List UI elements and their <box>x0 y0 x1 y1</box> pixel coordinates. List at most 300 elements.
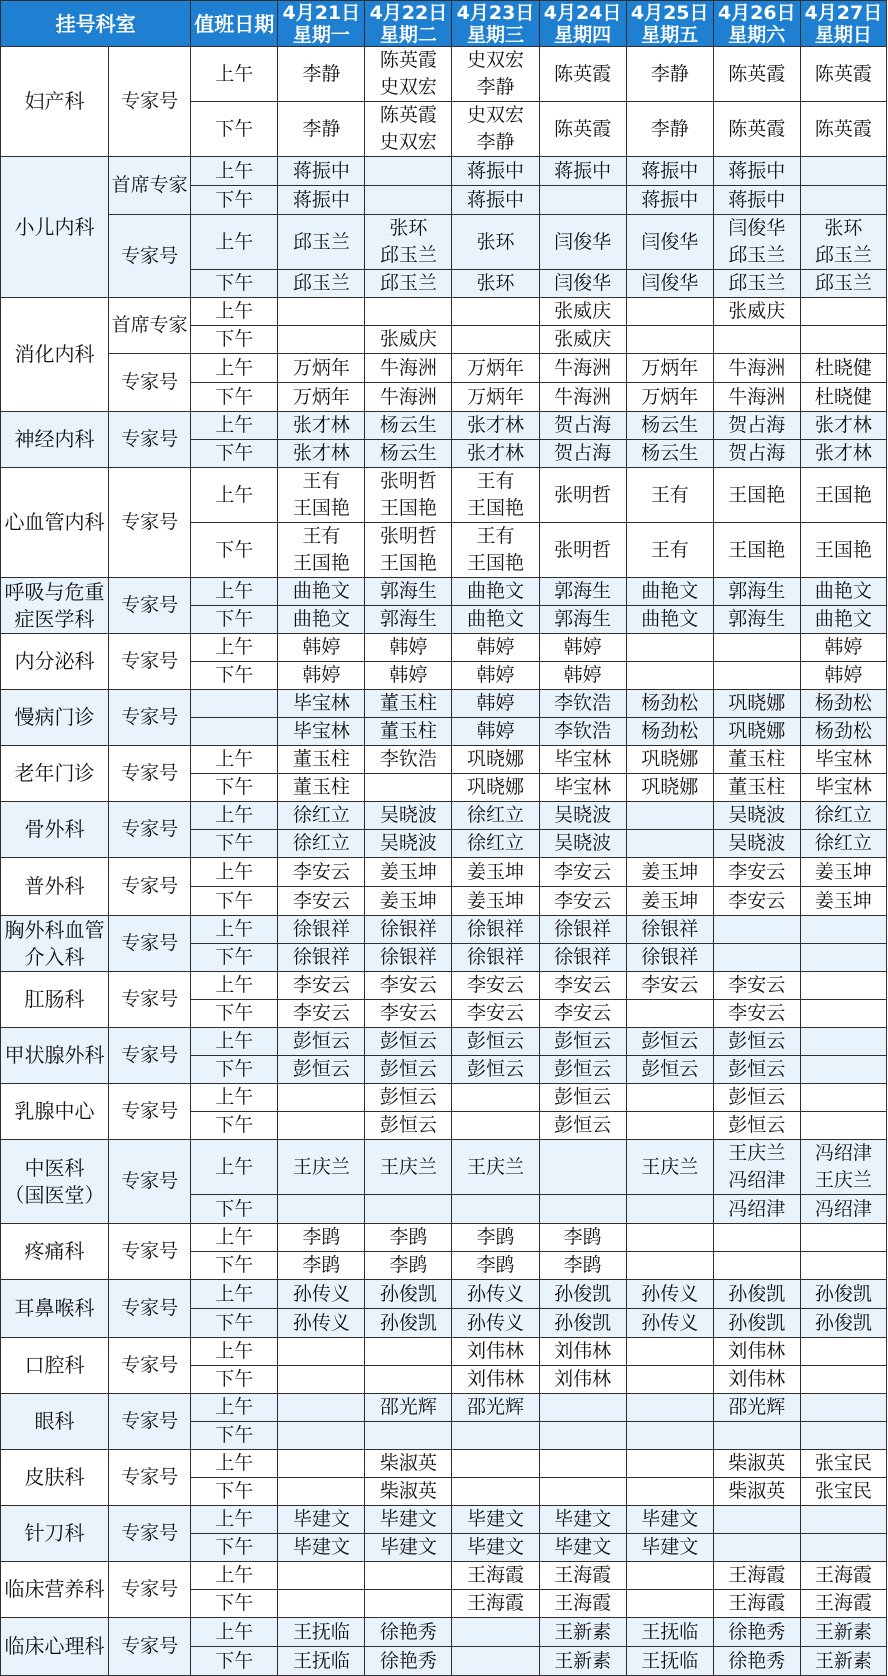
doctor-cell: 李鹍 <box>539 1252 626 1280</box>
doctor-cell <box>626 662 713 690</box>
clinic-type: 专家号 <box>109 634 191 690</box>
schedule-row <box>1 802 887 830</box>
doctor-cell <box>278 326 365 354</box>
session-label: 上午 <box>191 1280 278 1309</box>
doctor-cell <box>800 916 886 944</box>
doctor-cell: 孙俊凯 <box>800 1280 886 1309</box>
doctor-cell <box>278 1450 365 1478</box>
doctor-cell <box>626 298 713 326</box>
doctor-cell <box>713 1506 800 1534</box>
doctor-cell <box>539 1422 626 1450</box>
doctor-cell: 刘伟林 <box>713 1366 800 1394</box>
department-name: 眼科 <box>1 1394 109 1450</box>
doctor-cell: 张明哲 <box>539 468 626 523</box>
clinic-type: 专家号 <box>109 1506 191 1562</box>
schedule-row <box>1 972 887 1000</box>
doctor-cell: 张才林 <box>452 412 539 440</box>
doctor-cell <box>800 1224 886 1252</box>
schedule-row <box>1 157 887 186</box>
doctor-cell: 柴淑英 <box>713 1478 800 1506</box>
doctor-cell: 彭恒云 <box>452 1028 539 1056</box>
doctor-cell <box>452 1647 539 1676</box>
doctor-cell <box>800 944 886 972</box>
doctor-cell: 蒋振中 <box>452 186 539 215</box>
department-name: 中医科 （国医堂） <box>1 1140 109 1224</box>
doctor-cell: 王国艳 <box>713 523 800 578</box>
clinic-type: 专家号 <box>109 1450 191 1506</box>
doctor-cell: 李安云 <box>713 887 800 916</box>
doctor-cell: 王海霞 <box>800 1562 886 1590</box>
doctor-cell <box>800 1084 886 1112</box>
session-label: 上午 <box>191 1140 278 1195</box>
doctor-cell <box>713 1224 800 1252</box>
schedule-row <box>1 1028 887 1056</box>
department-name: 妇产科 <box>1 47 109 157</box>
session-label: 下午 <box>191 383 278 412</box>
doctor-cell: 彭恒云 <box>539 1084 626 1112</box>
doctor-cell <box>278 1422 365 1450</box>
doctor-cell: 彭恒云 <box>365 1084 452 1112</box>
doctor-cell: 蒋振中 <box>539 157 626 186</box>
schedule-row <box>1 1450 887 1478</box>
schedule-row <box>1 690 887 718</box>
doctor-cell: 孙传义 <box>278 1309 365 1338</box>
doctor-cell: 孙传义 <box>626 1280 713 1309</box>
session-label <box>191 718 278 746</box>
doctor-cell: 毕建文 <box>452 1506 539 1534</box>
clinic-type: 专家号 <box>109 972 191 1028</box>
doctor-cell <box>713 944 800 972</box>
doctor-cell: 牛海洲 <box>539 354 626 383</box>
doctor-cell <box>713 662 800 690</box>
doctor-cell: 李静 <box>278 102 365 157</box>
session-label: 上午 <box>191 468 278 523</box>
doctor-cell: 李安云 <box>539 1000 626 1028</box>
clinic-type: 专家号 <box>109 468 191 578</box>
doctor-cell: 孙俊凯 <box>800 1309 886 1338</box>
doctor-cell: 彭恒云 <box>365 1028 452 1056</box>
session-label: 上午 <box>191 746 278 774</box>
day-header: 4月27日 星期日 <box>800 1 886 47</box>
doctor-cell: 董玉柱 <box>365 718 452 746</box>
doctor-cell: 陈英霞 <box>713 102 800 157</box>
department-name: 普外科 <box>1 858 109 916</box>
department-name: 肛肠科 <box>1 972 109 1028</box>
doctor-cell: 李鹍 <box>539 1224 626 1252</box>
session-label: 上午 <box>191 1224 278 1252</box>
doctor-cell: 牛海洲 <box>365 354 452 383</box>
doctor-cell: 吴晓波 <box>539 802 626 830</box>
doctor-cell <box>365 774 452 802</box>
department-name: 心血管内科 <box>1 468 109 578</box>
doctor-cell: 李安云 <box>626 972 713 1000</box>
doctor-cell: 郭海生 <box>713 606 800 634</box>
doctor-cell <box>278 1394 365 1422</box>
doctor-cell: 王抚临 <box>278 1618 365 1647</box>
doctor-cell <box>626 634 713 662</box>
clinic-type: 专家号 <box>109 412 191 468</box>
doctor-cell: 李安云 <box>452 972 539 1000</box>
doctor-cell: 陈英霞 史双宏 <box>365 102 452 157</box>
doctor-cell: 韩婷 <box>365 634 452 662</box>
department-name: 皮肤科 <box>1 1450 109 1506</box>
doctor-cell <box>800 1252 886 1280</box>
doctor-cell: 孙传义 <box>278 1280 365 1309</box>
schedule-row <box>1 1224 887 1252</box>
doctor-cell: 姜玉坤 <box>626 858 713 887</box>
doctor-cell: 柴淑英 <box>713 1450 800 1478</box>
doctor-cell: 杨劲松 <box>626 690 713 718</box>
session-label: 下午 <box>191 326 278 354</box>
doctor-cell: 徐红立 <box>452 802 539 830</box>
doctor-cell <box>539 1140 626 1195</box>
doctor-cell: 李安云 <box>278 972 365 1000</box>
doctor-cell: 陈英霞 <box>800 102 886 157</box>
session-label: 上午 <box>191 1338 278 1366</box>
doctor-cell: 李安云 <box>278 858 365 887</box>
schedule-row <box>1 412 887 440</box>
doctor-cell: 刘伟林 <box>539 1338 626 1366</box>
doctor-cell: 徐红立 <box>452 830 539 858</box>
doctor-cell <box>800 1366 886 1394</box>
doctor-cell <box>365 1338 452 1366</box>
session-label: 下午 <box>191 1112 278 1140</box>
doctor-cell: 张环 <box>452 215 539 270</box>
doctor-cell: 万炳年 <box>452 383 539 412</box>
doctor-cell: 李鹍 <box>278 1252 365 1280</box>
doctor-cell <box>626 1000 713 1028</box>
doctor-cell: 郭海生 <box>713 578 800 606</box>
session-label: 下午 <box>191 1534 278 1562</box>
doctor-cell: 郭海生 <box>539 578 626 606</box>
day-header: 4月21日 星期一 <box>278 1 365 47</box>
session-label: 下午 <box>191 1056 278 1084</box>
schedule-body <box>1 47 887 1676</box>
doctor-cell: 邵光辉 <box>452 1394 539 1422</box>
doctor-cell: 王国艳 <box>713 468 800 523</box>
doctor-cell <box>800 1394 886 1422</box>
department-name: 骨外科 <box>1 802 109 858</box>
doctor-cell: 吴晓波 <box>539 830 626 858</box>
doctor-cell <box>800 157 886 186</box>
doctor-cell: 王抚临 <box>626 1647 713 1676</box>
doctor-cell: 毕宝林 <box>800 746 886 774</box>
doctor-cell <box>278 1366 365 1394</box>
doctor-cell <box>626 1338 713 1366</box>
doctor-cell: 王有 王国艳 <box>452 468 539 523</box>
doctor-cell <box>713 916 800 944</box>
doctor-cell: 刘伟林 <box>713 1338 800 1366</box>
doctor-cell: 李安云 <box>713 858 800 887</box>
department-name: 甲状腺外科 <box>1 1028 109 1084</box>
doctor-cell: 毕宝林 <box>800 774 886 802</box>
clinic-type: 专家号 <box>109 1084 191 1140</box>
doctor-cell <box>452 1195 539 1224</box>
session-label: 上午 <box>191 354 278 383</box>
doctor-cell <box>626 326 713 354</box>
doctor-cell: 曲艳文 <box>278 606 365 634</box>
doctor-cell: 张明哲 王国艳 <box>365 468 452 523</box>
doctor-cell: 李安云 <box>539 972 626 1000</box>
doctor-cell: 董玉柱 <box>278 774 365 802</box>
doctor-cell: 刘伟林 <box>452 1338 539 1366</box>
clinic-type: 专家号 <box>109 1028 191 1084</box>
session-label: 上午 <box>191 1618 278 1647</box>
doctor-cell: 万炳年 <box>626 383 713 412</box>
doctor-cell: 曲艳文 <box>278 578 365 606</box>
doctor-cell <box>365 157 452 186</box>
schedule-row <box>1 1562 887 1590</box>
doctor-cell <box>713 634 800 662</box>
doctor-cell: 王庆兰 <box>365 1140 452 1195</box>
doctor-cell: 贺占海 <box>713 412 800 440</box>
doctor-cell: 杨劲松 <box>626 718 713 746</box>
doctor-cell: 李安云 <box>452 1000 539 1028</box>
doctor-cell: 毕宝林 <box>539 746 626 774</box>
doctor-cell: 李静 <box>626 102 713 157</box>
doctor-cell: 徐红立 <box>800 802 886 830</box>
doctor-cell <box>626 1478 713 1506</box>
department-name: 慢病门诊 <box>1 690 109 746</box>
doctor-cell <box>452 1422 539 1450</box>
day-header: 4月22日 星期二 <box>365 1 452 47</box>
doctor-cell: 蒋振中 <box>278 186 365 215</box>
doctor-cell <box>452 1450 539 1478</box>
day-header: 4月24日 星期四 <box>539 1 626 47</box>
doctor-cell: 孙俊凯 <box>365 1309 452 1338</box>
doctor-cell: 王国艳 <box>800 523 886 578</box>
doctor-cell: 邵光辉 <box>365 1394 452 1422</box>
schedule-row <box>1 298 887 326</box>
session-label: 下午 <box>191 774 278 802</box>
doctor-cell: 徐银祥 <box>365 944 452 972</box>
doctor-cell: 巩晓娜 <box>713 690 800 718</box>
doctor-cell: 徐艳秀 <box>365 1618 452 1647</box>
doctor-cell: 孙传义 <box>452 1280 539 1309</box>
doctor-cell: 张威庆 <box>539 326 626 354</box>
department-name: 呼吸与危重 症医学科 <box>1 578 109 634</box>
doctor-cell: 蒋振中 <box>713 186 800 215</box>
doctor-cell: 曲艳文 <box>452 578 539 606</box>
doctor-cell: 冯绍津 <box>713 1195 800 1224</box>
doctor-cell: 杨劲松 <box>800 718 886 746</box>
schedule-row <box>1 1280 887 1309</box>
department-name: 临床营养科 <box>1 1562 109 1618</box>
schedule-row <box>1 1140 887 1195</box>
doctor-cell: 董玉柱 <box>713 746 800 774</box>
doctor-cell: 史双宏 李静 <box>452 102 539 157</box>
doctor-cell: 张才林 <box>800 412 886 440</box>
doctor-cell: 杜晓健 <box>800 354 886 383</box>
session-label: 上午 <box>191 972 278 1000</box>
doctor-cell <box>365 1195 452 1224</box>
clinic-type: 专家号 <box>109 47 191 157</box>
doctor-cell <box>626 1252 713 1280</box>
doctor-cell: 陈英霞 <box>713 47 800 102</box>
doctor-cell: 曲艳文 <box>800 606 886 634</box>
doctor-cell: 李钦浩 <box>539 718 626 746</box>
clinic-type: 专家号 <box>109 858 191 916</box>
doctor-cell: 彭恒云 <box>278 1028 365 1056</box>
doctor-cell <box>800 1028 886 1056</box>
doctor-cell: 徐银祥 <box>452 944 539 972</box>
doctor-cell: 徐银祥 <box>539 916 626 944</box>
doctor-cell <box>278 1478 365 1506</box>
dept-header: 挂号科室 <box>1 1 191 47</box>
doctor-cell: 李鹍 <box>365 1224 452 1252</box>
doctor-cell <box>278 298 365 326</box>
doctor-cell: 吴晓波 <box>365 802 452 830</box>
clinic-type: 专家号 <box>109 1394 191 1450</box>
doctor-cell: 彭恒云 <box>452 1056 539 1084</box>
doctor-cell: 蒋振中 <box>713 157 800 186</box>
doctor-cell: 王海霞 <box>713 1590 800 1618</box>
doctor-cell: 郭海生 <box>365 578 452 606</box>
doctor-cell: 郭海生 <box>365 606 452 634</box>
doctor-cell: 王海霞 <box>452 1562 539 1590</box>
doctor-cell: 董玉柱 <box>278 746 365 774</box>
doctor-cell: 孙俊凯 <box>539 1309 626 1338</box>
doctor-cell: 张明哲 王国艳 <box>365 523 452 578</box>
session-label: 上午 <box>191 802 278 830</box>
clinic-type: 专家号 <box>109 578 191 634</box>
doctor-cell <box>539 1195 626 1224</box>
doctor-cell: 韩婷 <box>539 662 626 690</box>
doctor-cell <box>626 1394 713 1422</box>
doctor-cell: 巩晓娜 <box>626 746 713 774</box>
schedule-row <box>1 215 887 270</box>
doctor-cell: 蒋振中 <box>626 186 713 215</box>
doctor-cell: 毕宝林 <box>539 774 626 802</box>
doctor-cell: 万炳年 <box>452 354 539 383</box>
doctor-cell: 王庆兰 冯绍津 <box>713 1140 800 1195</box>
doctor-cell: 张宝民 <box>800 1478 886 1506</box>
session-label: 下午 <box>191 523 278 578</box>
doctor-cell: 吴晓波 <box>713 802 800 830</box>
doctor-cell <box>365 1590 452 1618</box>
doctor-cell: 韩婷 <box>800 662 886 690</box>
session-label: 下午 <box>191 1195 278 1224</box>
department-name: 临床心理科 <box>1 1618 109 1676</box>
doctor-cell: 彭恒云 <box>713 1112 800 1140</box>
doctor-cell <box>713 1422 800 1450</box>
doctor-cell: 曲艳文 <box>626 606 713 634</box>
doctor-cell: 徐银祥 <box>278 916 365 944</box>
doctor-cell: 邱玉兰 <box>800 270 886 298</box>
doctor-cell: 曲艳文 <box>800 578 886 606</box>
doctor-cell <box>278 1590 365 1618</box>
clinic-type: 专家号 <box>109 1224 191 1280</box>
doctor-cell <box>539 1478 626 1506</box>
doctor-cell: 杜晓健 <box>800 383 886 412</box>
doctor-cell: 李安云 <box>713 1000 800 1028</box>
doctor-cell: 韩婷 <box>278 662 365 690</box>
doctor-cell: 王有 <box>626 468 713 523</box>
clinic-type: 专家号 <box>109 1338 191 1394</box>
doctor-cell <box>800 298 886 326</box>
clinic-type: 专家号 <box>109 1618 191 1676</box>
doctor-cell: 彭恒云 <box>626 1028 713 1056</box>
session-label: 下午 <box>191 186 278 215</box>
session-label: 下午 <box>191 102 278 157</box>
department-name: 口腔科 <box>1 1338 109 1394</box>
doctor-cell: 孙俊凯 <box>365 1280 452 1309</box>
session-label: 下午 <box>191 270 278 298</box>
doctor-cell: 王海霞 <box>800 1590 886 1618</box>
doctor-cell: 邱玉兰 <box>365 270 452 298</box>
doctor-cell: 李鹍 <box>365 1252 452 1280</box>
doctor-cell: 王抚临 <box>278 1647 365 1676</box>
clinic-type: 专家号 <box>109 215 191 298</box>
doctor-cell <box>800 1056 886 1084</box>
doctor-cell: 韩婷 <box>539 634 626 662</box>
doctor-cell <box>539 1394 626 1422</box>
doctor-cell: 邱玉兰 <box>278 215 365 270</box>
doctor-cell <box>800 1000 886 1028</box>
doctor-cell <box>365 1366 452 1394</box>
doctor-cell: 巩晓娜 <box>452 746 539 774</box>
doctor-cell: 李鹍 <box>452 1224 539 1252</box>
doctor-cell: 彭恒云 <box>713 1028 800 1056</box>
doctor-cell: 牛海洲 <box>539 383 626 412</box>
doctor-cell: 徐艳秀 <box>365 1647 452 1676</box>
doctor-cell: 万炳年 <box>278 383 365 412</box>
doctor-cell: 毕建文 <box>452 1534 539 1562</box>
doctor-cell: 吴晓波 <box>713 830 800 858</box>
doctor-cell: 彭恒云 <box>539 1112 626 1140</box>
doctor-cell <box>452 1478 539 1506</box>
doctor-cell <box>626 1590 713 1618</box>
doctor-cell: 徐红立 <box>278 830 365 858</box>
doctor-cell: 张宝民 <box>800 1450 886 1478</box>
doctor-cell: 彭恒云 <box>278 1056 365 1084</box>
doctor-cell: 张威庆 <box>365 326 452 354</box>
doctor-cell <box>452 1084 539 1112</box>
clinic-type: 专家号 <box>109 1280 191 1338</box>
doctor-cell: 毕建文 <box>365 1506 452 1534</box>
session-label: 上午 <box>191 1450 278 1478</box>
doctor-cell <box>713 326 800 354</box>
doctor-cell <box>713 1252 800 1280</box>
day-header: 4月23日 星期三 <box>452 1 539 47</box>
doctor-cell: 李鹍 <box>452 1252 539 1280</box>
doctor-cell <box>365 1422 452 1450</box>
session-label: 上午 <box>191 47 278 102</box>
doctor-cell: 贺占海 <box>713 440 800 468</box>
doctor-cell: 王庆兰 <box>626 1140 713 1195</box>
clinic-type: 专家号 <box>109 916 191 972</box>
doctor-cell: 毕建文 <box>278 1506 365 1534</box>
doctor-cell: 姜玉坤 <box>626 887 713 916</box>
doctor-cell: 杨云生 <box>626 440 713 468</box>
doctor-cell: 王海霞 <box>539 1562 626 1590</box>
doctor-cell: 王海霞 <box>539 1590 626 1618</box>
doctor-cell: 闫俊华 邱玉兰 <box>713 215 800 270</box>
doctor-cell: 牛海洲 <box>713 354 800 383</box>
session-label: 上午 <box>191 412 278 440</box>
session-label: 下午 <box>191 662 278 690</box>
department-name: 胸外科血管 介入科 <box>1 916 109 972</box>
doctor-cell: 吴晓波 <box>365 830 452 858</box>
session-label: 下午 <box>191 830 278 858</box>
doctor-cell <box>713 1534 800 1562</box>
doctor-cell: 杨云生 <box>365 440 452 468</box>
doctor-cell <box>365 298 452 326</box>
schedule-row <box>1 634 887 662</box>
doctor-cell: 毕宝林 <box>278 718 365 746</box>
doctor-cell: 陈英霞 <box>539 102 626 157</box>
doctor-cell: 邵光辉 <box>713 1394 800 1422</box>
